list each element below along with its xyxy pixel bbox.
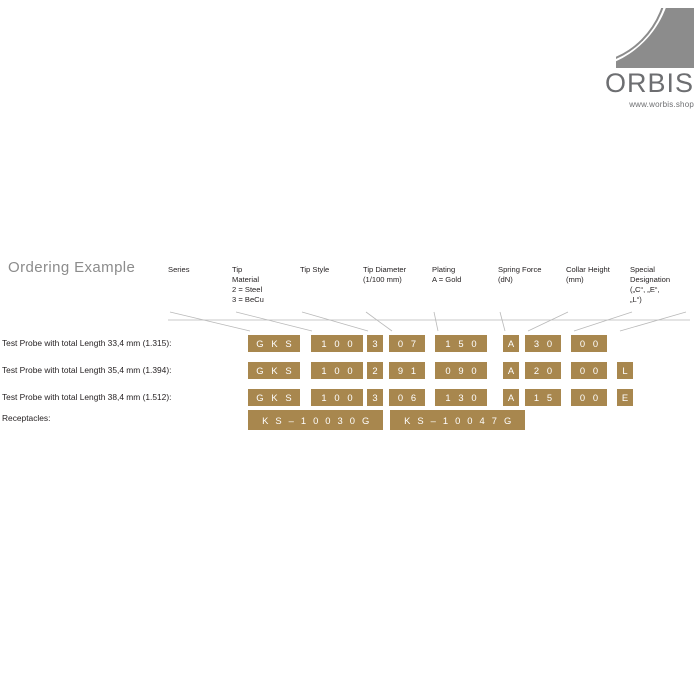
column-header-collar-height: Collar Height (mm) (566, 265, 610, 285)
code-cell: 0 7 (389, 335, 425, 352)
logo-wordmark: ORBIS (604, 68, 694, 98)
code-cell: L (617, 362, 633, 379)
code-cell: 1 0 0 (311, 335, 363, 352)
code-cell: 1 0 0 (311, 362, 363, 379)
code-cell: 2 (367, 362, 383, 379)
code-cell: 0 6 (389, 389, 425, 406)
code-cell: G K S (248, 389, 300, 406)
row-label-row-receptacles: Receptacles: (2, 413, 51, 423)
column-header-plating: Plating A = Gold (432, 265, 462, 285)
code-cell: A (503, 389, 519, 406)
code-cell: 3 (367, 335, 383, 352)
code-cell: K S – 1 0 0 4 7 G (390, 410, 525, 430)
column-header-special-designation: Special Designation („C“, „E“, „L“) (630, 265, 671, 305)
row-label-row-35-4: Test Probe with total Length 35,4 mm (1.394): (2, 365, 172, 375)
code-cell: 3 0 (525, 335, 561, 352)
code-cell: 0 0 (571, 362, 607, 379)
column-header-spring-force: Spring Force (dN) (498, 265, 542, 285)
code-cell: 1 0 0 (311, 389, 363, 406)
code-cell: 0 0 (571, 335, 607, 352)
code-cell: K S – 1 0 0 3 0 G (248, 410, 383, 430)
column-header-tip-material: Tip Material 2 = Steel 3 = BeCu (232, 265, 264, 305)
code-cell: A (503, 335, 519, 352)
code-cell: A (503, 362, 519, 379)
logo (574, 8, 694, 109)
code-cell: G K S (248, 362, 300, 379)
row-label-row-33-4: Test Probe with total Length 33,4 mm (1.315): (2, 338, 172, 348)
code-cell: 1 5 0 (435, 335, 487, 352)
code-cell: E (617, 389, 633, 406)
code-cell: 0 9 0 (435, 362, 487, 379)
orbis-arc-logo-icon (616, 8, 694, 68)
column-header-series: Series (168, 265, 190, 274)
code-cell: 1 5 (525, 389, 561, 406)
column-header-tip-diameter: Tip Diameter (1/100 mm) (363, 265, 407, 285)
row-label-row-38-4: Test Probe with total Length 38,4 mm (1.512): (2, 392, 172, 402)
page-title: Ordering Example (8, 259, 136, 276)
column-header-tip-style: Tip Style (300, 265, 330, 274)
code-cell: 0 0 (571, 389, 607, 406)
code-cell: 2 0 (525, 362, 561, 379)
code-cell: G K S (248, 335, 300, 352)
logo-url: www.worbis.shop (629, 100, 694, 109)
code-cell: 1 3 0 (435, 389, 487, 406)
code-cell: 9 1 (389, 362, 425, 379)
code-cell: 3 (367, 389, 383, 406)
